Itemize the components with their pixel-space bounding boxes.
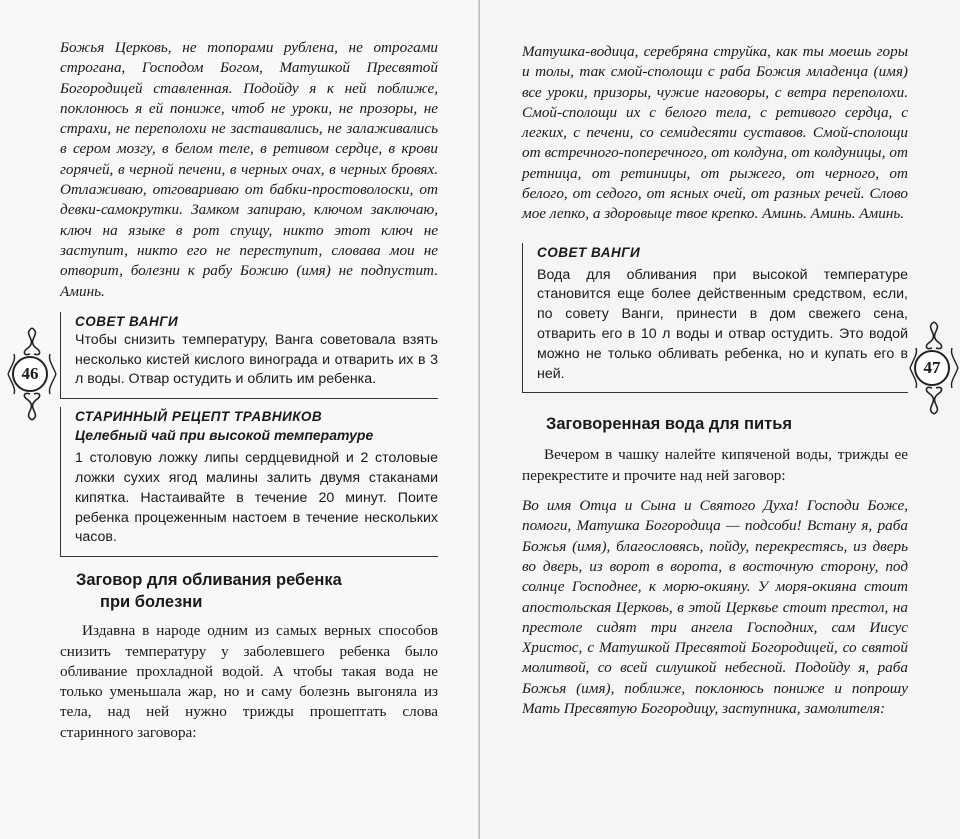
page-number: 46 <box>12 356 48 392</box>
herbal-recipe-text: 1 столовую ложку липы сердцевидной и 2 столовые ложки сухих ягод малины залить двумя стаканами кипятка. Настаивайте в течение 20 минут. Поите ребенка процеженным настоем в течение нескольких часов. <box>75 450 438 546</box>
page-number-emblem-right <box>906 318 960 418</box>
herbal-recipe-box <box>60 407 438 557</box>
vanga-tip-box <box>522 243 908 394</box>
right-text-column <box>522 42 908 719</box>
prayer-text: Во имя Отца и Сына и Святого Духа! Господи Боже, помоги, Матушка Богородица — подсоби! Встану я, раба Божья (имя), благословясь, пойду, перекрестясь, из дверь во дверь, из ворот в ворота, в восточную сторону, под солнце Господнее, к морю-окияну. У моря-окияна стоит апостольская Церковь, в этой Церквье стоит престол, на престоле сидят три ангела Господних, сам Иисус Христос, с Матушкой Пресвятой Богородицей, со святой молитвой, со всей силушкой небесной. Подойду я, раба Божья (имя), поближе, поклонюсь пониже и попрошу Мать Пресвятую Богородицу, заступника, замолителя: <box>522 497 908 718</box>
section-title-line1: Заговор для обливания ребенка <box>76 571 342 590</box>
vanga-tip-text: Вода для обливания при высокой температуре становится еще более действенным средством, если, по совету Ванги, принести в дом свежего сена, отварить его в 10 л воды и отвар остудить. Это водой можно не только обливать ребенка, но и купать его в ней. <box>537 266 908 382</box>
vanga-tip-text: Чтобы снизить температуру, Ванга советовала взять несколько кистей кислого винограда и отварить их в 3 л воды. Отвар остудить и облить им ребенка. <box>75 331 438 388</box>
vanga-tip-box <box>60 312 438 399</box>
section-paragraph: Вечером в чашку налейте кипяченой воды, трижды ее перекрестите и прочите над ней заговор: <box>522 446 908 484</box>
section-title: Заговоренная вода для питья <box>546 415 792 434</box>
section-paragraph: Издавна в народе одним из самых верных способов снизить температуру у заболевшего ребенка было обливание прохладной водой. А чтобы такая вода не только уменьшала жар, но и саму болезнь выгоняла из тела, над ней нужно трижды прошептать слова старинного заговора: <box>60 622 438 741</box>
vanga-tip-heading: СОВЕТ ВАНГИ <box>75 313 179 329</box>
page-number: 47 <box>914 350 950 386</box>
herbal-recipe-subheading: Целебный чай при высокой температуре <box>75 427 374 444</box>
vanga-tip-heading: СОВЕТ ВАНГИ <box>537 244 641 260</box>
herbal-recipe-heading: СТАРИННЫЙ РЕЦЕПТ ТРАВНИКОВ <box>75 409 323 425</box>
incantation-text: Божья Церковь, не топорами рублена, не отрогами строгана, Господом Богом, Матушкой Пресвятой Богородицей ставленная. Подойду я к ней поближе, поклонюсь я ей пониже, чтоб не уроки, не прозоры, не страхи, не переполохи не застаивались, не залаживались в сером мозгу, в белом теле, в ретивом сердце, в крови горячей, в черной печени, в черных очах, в черных бровях. Отлаживаю, отговариваю от бабки-простоволоски, от девки-самокрутки. Замком запираю, ключом заключаю, ключ на языке в рот спущу, никто этот ключ не заступит, никто его не переступит, словава мои не отворит, болезни к рабу Божию (имя) не подпустит. Аминь. <box>60 39 438 300</box>
page-number-emblem-left <box>4 324 60 424</box>
section-title <box>60 569 438 613</box>
incantation-text: Матушка-водица, серебряна струйка, как ты моешь горы и толы, так смой-сполощи с раба Божия младенца (имя) все уроки, призоры, чужие наговоры, с ветра переполохи. Смой-сполощи их с белого тела, с ретивого сердца, с легких, с печени, со семидесяти суставов. Смой-сполощи от встречного-поперечного, от колдуна, от колдуницы, от ретница, от ретиницы, от рыжего, от черного, от белого, от седого, от ясных очей, от разных речей. Слово мое лепко, а здоровыце твое крепко. Аминь. Аминь. Аминь. <box>522 43 908 223</box>
left-text-column <box>60 38 438 743</box>
section-title-line2: при болезни <box>100 593 203 612</box>
